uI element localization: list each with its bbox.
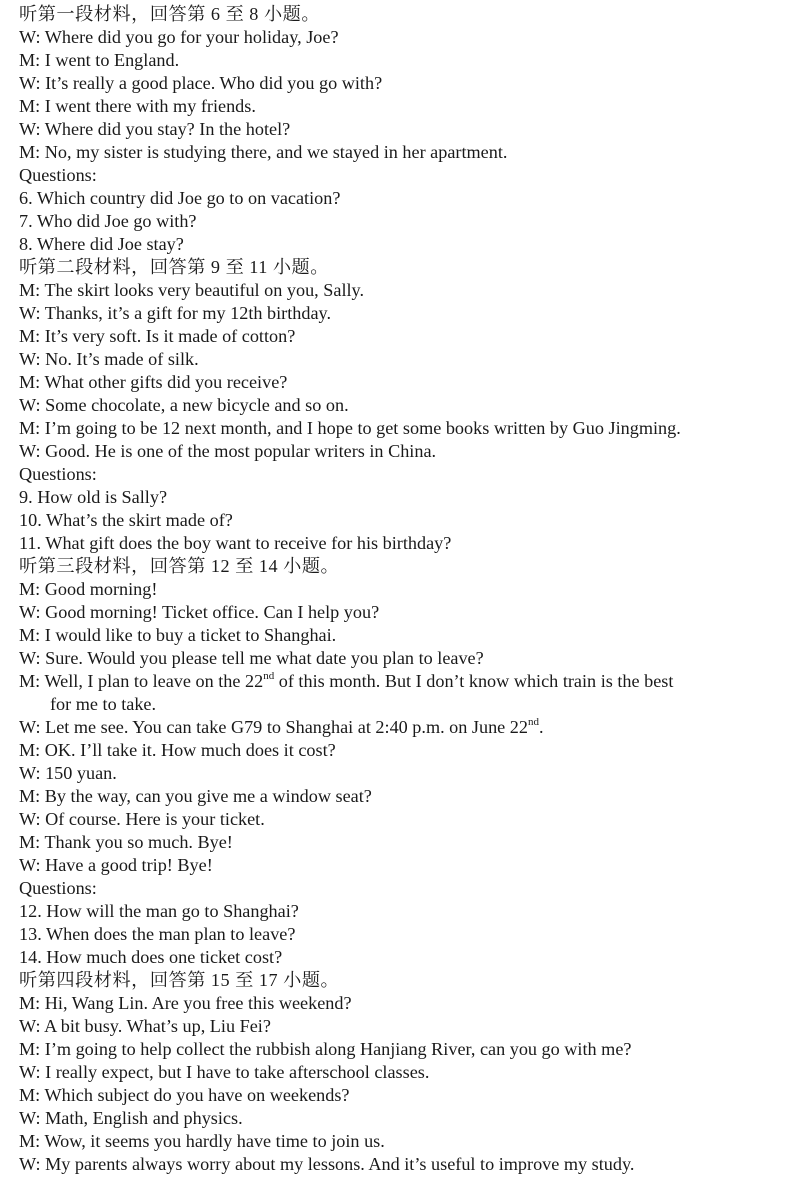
dialogue-line: M: Good morning! xyxy=(19,579,158,599)
dialogue-line: W: My parents always worry about my lessons. And it’s useful to improve my study. xyxy=(19,1154,635,1174)
listening-transcript xyxy=(19,3,779,1176)
dialogue-line: W: A bit busy. What’s up, Liu Fei? xyxy=(19,1016,271,1036)
question-line: 9. How old is Sally? xyxy=(19,487,168,507)
dialogue-line: M: Hi, Wang Lin. Are you free this weekend? xyxy=(19,993,352,1013)
dialogue-line: W: Where did you go for your holiday, Joe? xyxy=(19,27,339,47)
dialogue-line: M: Thank you so much. Bye! xyxy=(19,832,233,852)
question-line: 10. What’s the skirt made of? xyxy=(19,510,233,530)
dialogue-line xyxy=(19,670,779,716)
section-heading: 听第一段材料，回答第 6 至 8 小题。 xyxy=(19,4,321,24)
dialogue-text-before: M: Well, I plan to leave on the 22 xyxy=(19,671,264,691)
dialogue-line: M: I went there with my friends. xyxy=(19,96,256,116)
dialogue-line: M: Wow, it seems you hardly have time to join us. xyxy=(19,1131,385,1151)
ordinal-suffix: nd xyxy=(528,715,539,728)
dialogue-line: M: I went to England. xyxy=(19,50,180,70)
dialogue-line: W: Sure. Would you please tell me what date you plan to leave? xyxy=(19,648,484,668)
dialogue-line: M: The skirt looks very beautiful on you, Sally. xyxy=(19,280,365,300)
dialogue-text-after: . xyxy=(539,717,544,737)
question-line: 8. Where did Joe stay? xyxy=(19,234,184,254)
dialogue-line: W: It’s really a good place. Who did you go with? xyxy=(19,73,383,93)
dialogue-line: W: 150 yuan. xyxy=(19,763,117,783)
dialogue-line: W: Math, English and physics. xyxy=(19,1108,243,1128)
question-line: 11. What gift does the boy want to receive for his birthday? xyxy=(19,533,452,553)
dialogue-line: M: I’m going to be 12 next month, and I hope to get some books written by Guo Jingming. xyxy=(19,418,681,438)
dialogue-line: W: Have a good trip! Bye! xyxy=(19,855,213,875)
question-line: 13. When does the man plan to leave? xyxy=(19,924,296,944)
dialogue-line: W: Thanks, it’s a gift for my 12th birthday. xyxy=(19,303,332,323)
dialogue-line: M: No, my sister is studying there, and we stayed in her apartment. xyxy=(19,142,508,162)
dialogue-line: M: Which subject do you have on weekends? xyxy=(19,1085,350,1105)
dialogue-text-before: W: Let me see. You can take G79 to Shanghai at 2:40 p.m. on June 22 xyxy=(19,717,528,737)
ordinal-suffix: nd xyxy=(263,669,275,682)
dialogue-line: W: Good morning! Ticket office. Can I help you? xyxy=(19,602,380,622)
dialogue-line: M: It’s very soft. Is it made of cotton? xyxy=(19,326,296,346)
question-line: 6. Which country did Joe go to on vacation? xyxy=(19,188,341,208)
dialogue-line: W: Where did you stay? In the hotel? xyxy=(19,119,291,139)
dialogue-line: M: What other gifts did you receive? xyxy=(19,372,288,392)
dialogue-line: M: OK. I’ll take it. How much does it cost? xyxy=(19,740,336,760)
questions-label: Questions: xyxy=(19,165,97,185)
dialogue-line: W: Some chocolate, a new bicycle and so on. xyxy=(19,395,349,415)
dialogue-line: M: By the way, can you give me a window seat? xyxy=(19,786,372,806)
section-heading: 听第二段材料，回答第 9 至 11 小题。 xyxy=(19,257,329,277)
questions-label: Questions: xyxy=(19,878,97,898)
dialogue-continuation: for me to take. xyxy=(50,694,157,714)
dialogue-text-after: of this month. But I don’t know which train is the best xyxy=(274,671,674,691)
question-line: 7. Who did Joe go with? xyxy=(19,211,197,231)
questions-label: Questions: xyxy=(19,464,97,484)
dialogue-line: W: No. It’s made of silk. xyxy=(19,349,199,369)
dialogue-line: W: Good. He is one of the most popular writers in China. xyxy=(19,441,437,461)
dialogue-line: M: I would like to buy a ticket to Shanghai. xyxy=(19,625,337,645)
dialogue-line: M: I’m going to help collect the rubbish along Hanjiang River, can you go with me? xyxy=(19,1039,632,1059)
dialogue-line: W: I really expect, but I have to take afterschool classes. xyxy=(19,1062,430,1082)
dialogue-line xyxy=(19,716,779,739)
question-line: 14. How much does one ticket cost? xyxy=(19,947,283,967)
section-heading: 听第三段材料，回答第 12 至 14 小题。 xyxy=(19,556,340,576)
section-heading: 听第四段材料，回答第 15 至 17 小题。 xyxy=(19,970,340,990)
dialogue-line: W: Of course. Here is your ticket. xyxy=(19,809,265,829)
question-line: 12. How will the man go to Shanghai? xyxy=(19,901,299,921)
